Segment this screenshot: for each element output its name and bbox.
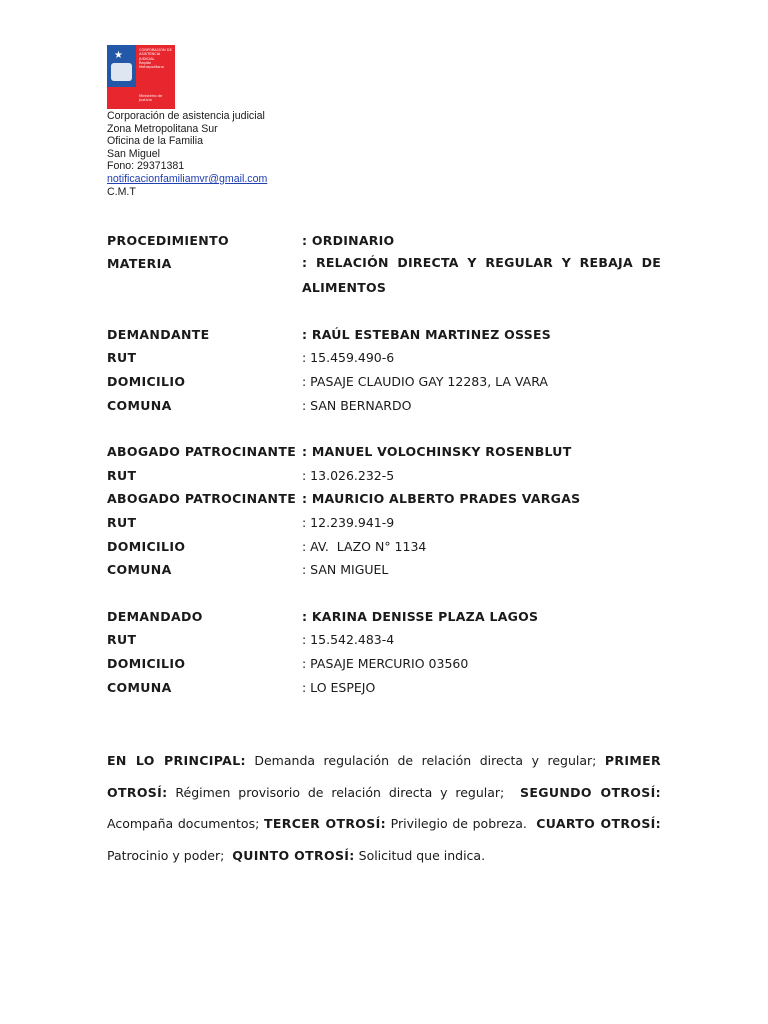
abogados-comuna: : SAN MIGUEL bbox=[302, 562, 389, 577]
materia-label: MATERIA bbox=[107, 256, 172, 271]
office-email-link[interactable]: notificacionfamiliamvr@gmail.com bbox=[107, 172, 268, 185]
abogado-1-name: : MANUEL VOLOCHINSKY ROSENBLUT bbox=[302, 444, 572, 459]
materia-value-cont: ALIMENTOS bbox=[302, 280, 387, 295]
demandante-domicilio: : PASAJE CLAUDIO GAY 12283, LA VARA bbox=[302, 374, 548, 389]
otrosi-2-text: Acompaña documentos; bbox=[107, 816, 264, 831]
otrosi-4-label: CUARTO OTROSÍ: bbox=[536, 816, 662, 831]
procedimiento-label: PROCEDIMIENTO bbox=[107, 233, 229, 248]
logo-ministry-line: Justicia bbox=[139, 98, 152, 103]
abogados-comuna-label: COMUNA bbox=[107, 562, 172, 577]
abogado-1-rut: : 13.026.232-5 bbox=[302, 468, 395, 483]
demandado-rut-label: RUT bbox=[107, 632, 137, 647]
logo-org-line: ASISTENCIA bbox=[139, 52, 161, 57]
logo-org-line: Región Metropolitana bbox=[139, 60, 164, 70]
abogado-2-rut: : 12.239.941-9 bbox=[302, 515, 395, 530]
abogados-domicilio-label: DOMICILIO bbox=[107, 539, 186, 554]
abogado-1-label: ABOGADO PATROCINANTE bbox=[107, 444, 297, 459]
logo-org-line: CORPORACIÓN DE bbox=[139, 48, 172, 52]
procedimiento-value: : ORDINARIO bbox=[302, 233, 395, 248]
demandado-label: DEMANDADO bbox=[107, 609, 203, 624]
logo-red-lower-field bbox=[107, 87, 136, 109]
otrosi-5-label: QUINTO OTROSÍ: bbox=[232, 847, 355, 863]
principal-text: Demanda regulación de relación directa y regular; bbox=[245, 753, 605, 768]
demandado-rut: : 15.542.483-4 bbox=[302, 632, 395, 647]
otrosi-1-label: PRIMER OTROSÍ: bbox=[107, 753, 661, 800]
demandante-name: : RAÚL ESTEBAN MARTINEZ OSSES bbox=[302, 327, 551, 342]
demandante-comuna: : SAN BERNARDO bbox=[302, 398, 412, 413]
logo-ministry-text bbox=[139, 94, 173, 103]
logo-ministry-line: Ministerio de bbox=[139, 94, 163, 98]
otrosi-3-text: Privilegio de pobreza. bbox=[386, 816, 537, 831]
coat-of-arms-icon bbox=[111, 63, 132, 81]
principal-label: EN LO PRINCIPAL: bbox=[107, 753, 246, 768]
office-code: C.M.T bbox=[107, 185, 136, 198]
demandante-rut-label: RUT bbox=[107, 350, 137, 365]
demandado-comuna: : LO ESPEJO bbox=[302, 680, 376, 695]
office-line: Corporación de asistencia judicial bbox=[107, 110, 265, 122]
office-line: San Miguel bbox=[107, 147, 160, 160]
office-line: Oficina de la Familia bbox=[107, 135, 203, 148]
abogado-2-name: : MAURICIO ALBERTO PRADES VARGAS bbox=[302, 491, 581, 506]
office-phone: Fono: 29371381 bbox=[107, 160, 185, 173]
otrosi-4-text: Patrocinio y poder; bbox=[107, 816, 666, 863]
demandado-domicilio-label: DOMICILIO bbox=[107, 656, 186, 671]
demandado-name: : KARINA DENISSE PLAZA LAGOS bbox=[302, 609, 539, 624]
logo-org-text bbox=[139, 48, 173, 69]
otrosi-3-label: TERCER OTROSÍ: bbox=[263, 816, 386, 831]
abogado-1-rut-label: RUT bbox=[107, 468, 137, 483]
demandante-comuna-label: COMUNA bbox=[107, 398, 172, 413]
otrosi-2-label: SEGUNDO OTROSÍ: bbox=[520, 784, 661, 800]
star-icon: ★ bbox=[114, 50, 123, 61]
logo-org-line: JUDICIAL bbox=[139, 56, 155, 61]
petition-summary bbox=[107, 745, 666, 871]
office-header bbox=[107, 110, 267, 198]
demandante-domicilio-label: DOMICILIO bbox=[107, 374, 186, 389]
office-line: Zona Metropolitana Sur bbox=[107, 122, 218, 135]
materia-value-line: : RELACIÓN DIRECTA Y REGULAR Y REBAJA DE bbox=[302, 255, 661, 270]
demandado-domicilio: : PASAJE MERCURIO 03560 bbox=[302, 656, 469, 671]
abogado-2-rut-label: RUT bbox=[107, 515, 137, 530]
abogados-domicilio: : AV. LAZO N° 1134 bbox=[302, 539, 427, 554]
demandado-comuna-label: COMUNA bbox=[107, 680, 172, 695]
demandante-label: DEMANDANTE bbox=[107, 327, 210, 342]
institution-logo bbox=[107, 45, 175, 109]
otrosi-1-text: Régimen provisorio de relación directa y regular; bbox=[167, 784, 521, 800]
otrosi-5-text: Solicitud que indica. bbox=[354, 847, 486, 863]
demandante-rut: : 15.459.490-6 bbox=[302, 350, 395, 365]
abogado-2-label: ABOGADO PATROCINANTE bbox=[107, 491, 297, 506]
